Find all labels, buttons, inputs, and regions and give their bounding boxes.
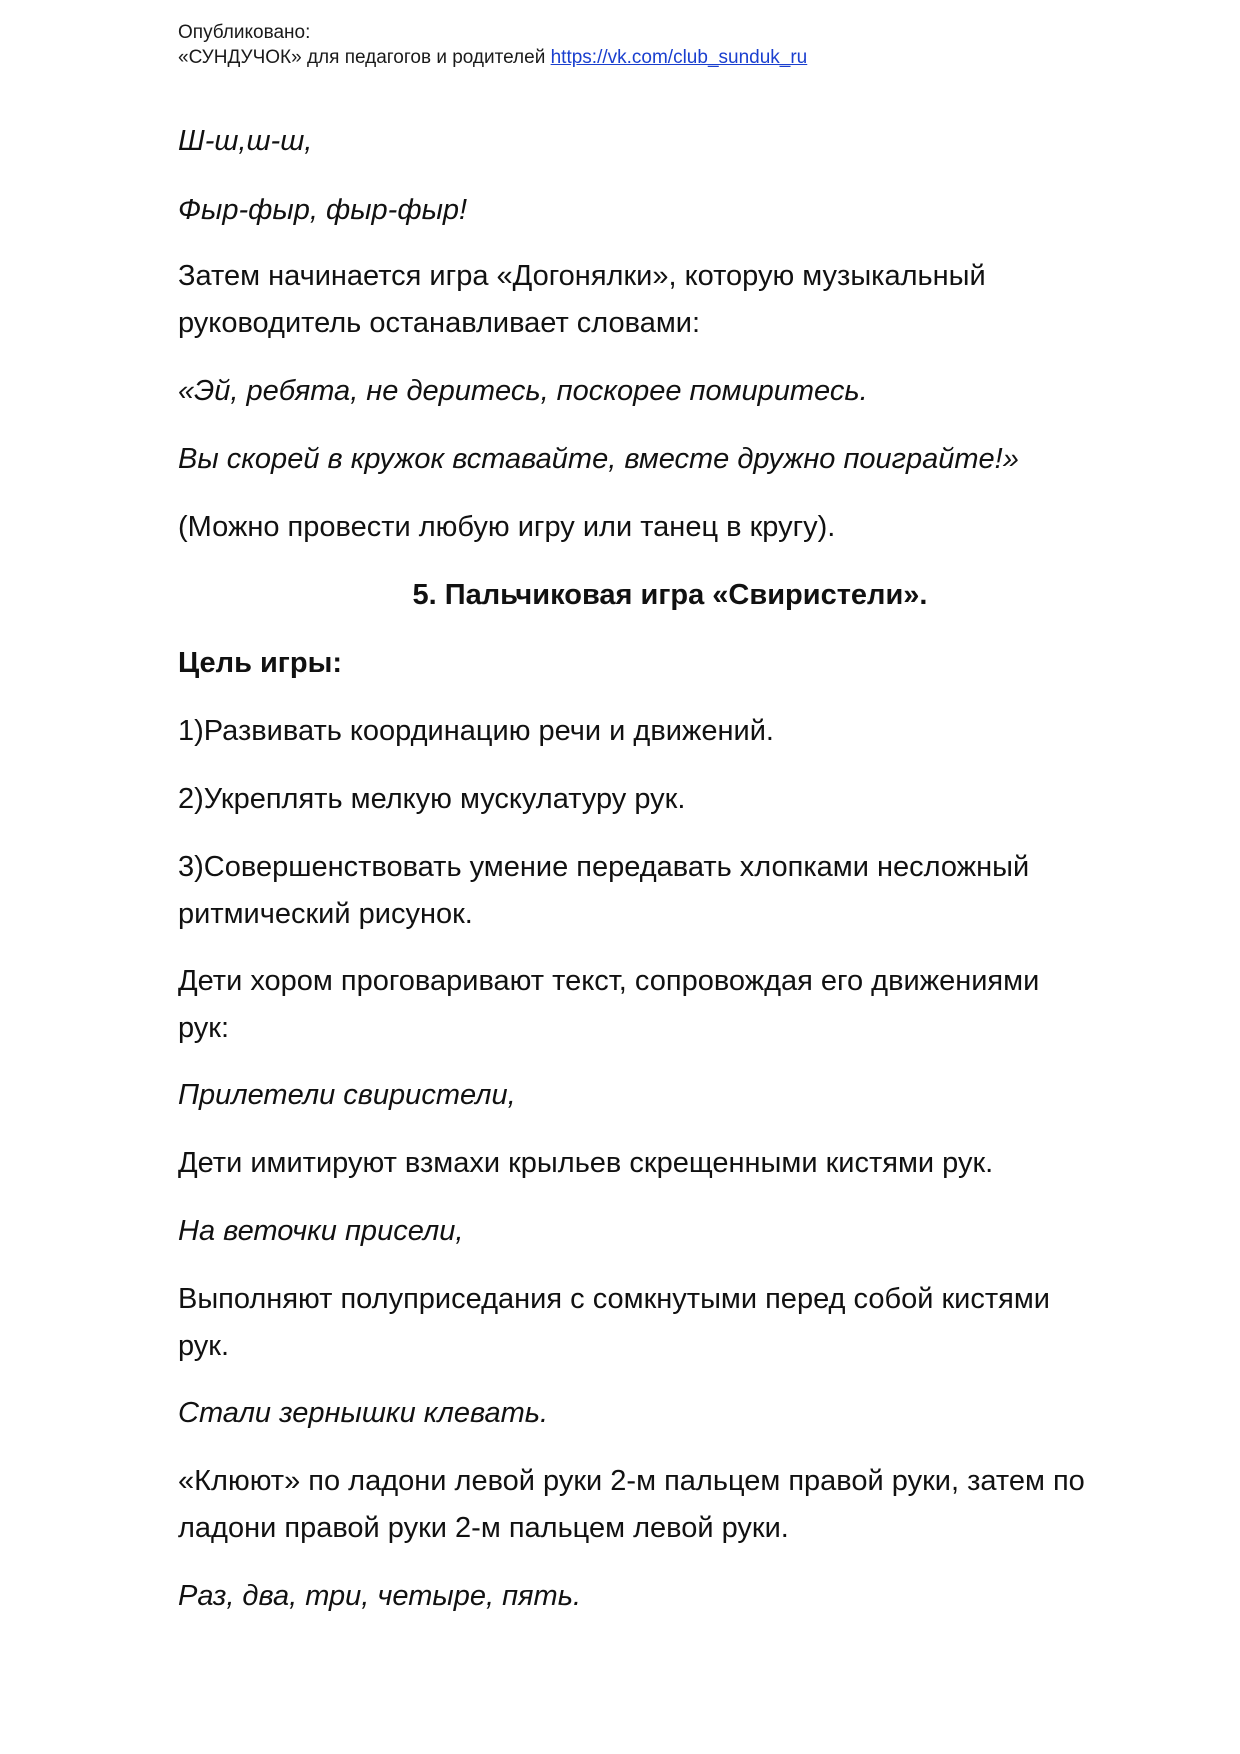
paragraph-line: руководитель останавливает словами:	[178, 307, 701, 339]
verse-line: Стали зернышки клевать.	[178, 1397, 549, 1429]
paragraph-line: Затем начинается игра «Догонялки», которую музыкальный	[178, 260, 986, 292]
action-line: Дети имитируют взмахи крыльев скрещенными кистями рук.	[178, 1147, 994, 1179]
paragraph-line: (Можно провести любую игру или танец в кругу).	[178, 511, 836, 543]
source-text: «СУНДУЧОК» для педагогов и родителей	[178, 47, 551, 68]
published-label: Опубликовано:	[178, 22, 311, 43]
verse-line: Прилетели свиристели,	[178, 1079, 516, 1111]
paragraph-line: рук:	[178, 1012, 230, 1044]
goal-item: 1)Развивать координацию речи и движений.	[178, 715, 774, 747]
verse-line: На веточки присели,	[178, 1215, 464, 1247]
goal-item: 2)Укреплять мелкую мускулатуру рук.	[178, 783, 686, 815]
verse-line: Раз, два, три, четыре, пять.	[178, 1580, 581, 1612]
goal-item: 3)Совершенствовать умение передавать хлопками несложный	[178, 851, 1030, 883]
verse-line: Ш-ш,ш-ш,	[178, 125, 313, 157]
vk-link[interactable]: https://vk.com/club_sunduk_ru	[550, 47, 808, 68]
goal-label: Цель игры:	[178, 647, 343, 679]
verse-line: Фыр-фыр, фыр-фыр!	[178, 194, 468, 226]
action-line: Выполняют полуприседания с сомкнутыми перед собой кистями	[178, 1283, 1050, 1315]
goal-item: ритмический рисунок.	[178, 898, 473, 930]
section-heading: 5. Пальчиковая игра «Свиристели».	[412, 579, 928, 611]
verse-line: Вы скорей в кружок вставайте, вместе дружно поиграйте!»	[178, 443, 1019, 475]
paragraph-line: Дети хором проговаривают текст, сопровождая его движениями	[178, 965, 1040, 997]
action-line: ладони правой руки 2-м пальцем левой руки.	[178, 1512, 789, 1544]
action-line: «Клюют» по ладони левой руки 2-м пальцем правой руки, затем по	[178, 1465, 1085, 1497]
action-line: рук.	[178, 1330, 230, 1362]
verse-line: «Эй, ребята, не деритесь, поскорее помиритесь.	[178, 375, 868, 407]
source-line	[178, 45, 807, 70]
publication-header	[178, 20, 807, 70]
